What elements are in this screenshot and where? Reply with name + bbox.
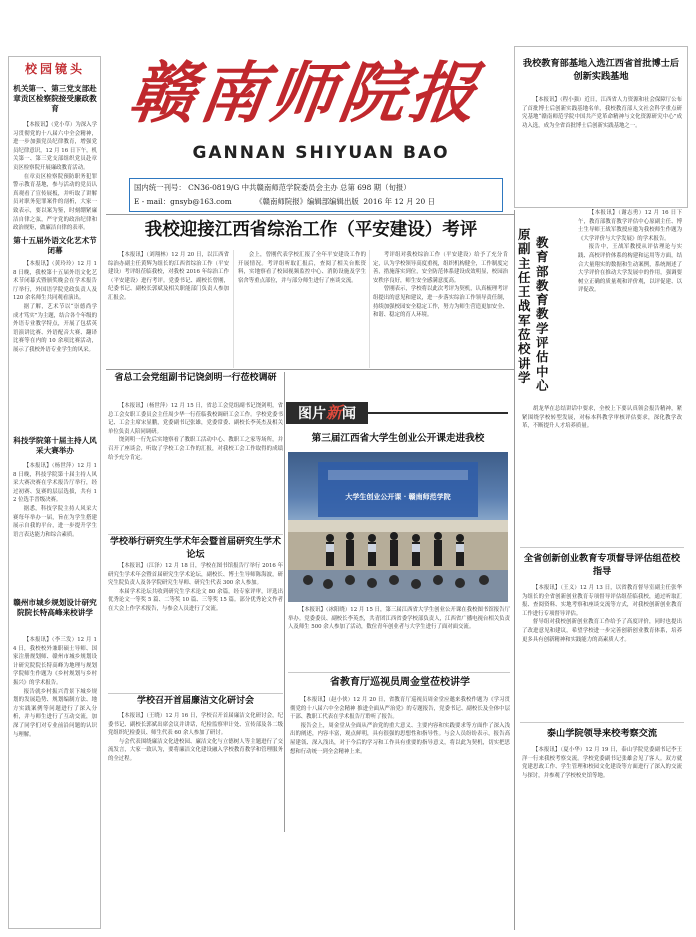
right-box-body [522,96,682,192]
mid-article-3-text: 与会代表围绕廉洁文化进校园、廉洁文化与立德树人等主题进行了交流发言，大家一致认为，要将廉洁文化建设融入学校教育教学和管理服务的全过程。 [108,738,283,762]
left-article-2-body [13,260,97,430]
right-article-2-text: 督导组对我校创新创业教育工作给予了高度评价，同时也提出了改进意见和建议，希望学校进一步完善创新创业教育体系，培养更多具有创新精神和实践能力的高素质人才。 [522,619,682,643]
lead-divider-2 [369,250,370,368]
photo-banner-text: 大学生创业公开课 · 赣南师范学院 [345,492,451,501]
bottom-article-para-1: 【本报讯】（赵小侠）12 月 20 日，省教育厅巡视员周金堂应邀来我校作题为《学习贯彻党的十八届六中全会精神 推进全面从严治党》的专题报告，党委书记、副校长及全体中层干部、教职工代表在学术报告厅聆听了报告。 [290,697,510,721]
left-article-1-body [13,121,97,239]
lead-article-body-col-3 [373,251,508,368]
mid-article-2-text: 本届学术论坛共收到研究生学术论文 80 余篇，经专家评审，评选出优秀论文一等奖 5 篇、二等奖 10 篇、三等奖 15 篇。部分优秀论文作者在大会上作学术报告，与参会人员进行了交流。 [108,588,283,612]
lead-article-para-2: 会上，曾刚代表学校汇报了全年平安建设工作的开展情况。考评组听取汇报后，查阅了相关台账资料，实地察看了校园视频监控中心、消防设施及学生宿舍等重点部位，并与部分师生进行了座谈交流。 [238,252,366,284]
photo-news-rule [368,412,508,414]
left-article-4-lead: 【本报讯】（李三发）12 月 14 日，我校校外兼职硕士导师、国家注册规划师、赣州市城乡规划设计研究院院长特高峰为地理与规划学院师生作题为《乡村规划与乡村振兴》的学术报告。 [13,637,97,686]
bottom-article-body [290,696,510,886]
right-box-text: 【本报讯】（程小强）近日，江西省人力资源和社会保障厅公布了首批博士后创新实践基地名单，我校教育部人文社会科学重点研究基地“赣南师范学院中国共产党革命精神与文化资源研究中心”成功入选，成为全省首批博士后创新实践基地之一。 [522,97,682,129]
mid-article-2-title: 学校举行研究生学术年会暨首届研究生学术论坛 [109,537,281,560]
right-vertical-para-2: 报告中，王战军教授从评估理论与实践、高校评价体系的构建和运用等方面，结合大量翔实的数据和生动案例，系统阐述了大学评价在推动大学发展中的作用，强调要树立正确的质量观和评价观，以评促建、以评促改。 [578,244,682,294]
masthead-title: 赣南师院报 [124,54,486,132]
mid-article-1-lead: 【本报讯】（杨世萍）12 月 15 日，省总工会党组副书记饶剑明，省总工会女职工委员会主任周少华一行莅临我校调研工会工作。学校党委书记、工会主席宋显鹏，党委副书记张雄，党委常委、副校长李英杰及相关单位负责人陪同调研。 [108,403,283,435]
mid-article-1-text: 饶剑明一行先后实地察看了教职工活动中心、教职工之家等场所，并召开了座谈会，听取了学校工会工作的汇报，对我校工会工作取得的成绩给予充分肯定。 [108,437,283,461]
right-vertical-title-2: 教育部教育教学评估中心 [536,235,549,393]
left-article-1-text: 在章贡区检察院预防职务犯罪警示教育基地，参与活动的党员认真观看了宣传展板，并听取了讲解员对职务犯罪案件的剖析，大家一致表示，要以案为鉴，时刻绷紧廉洁自律之弦，严守党的政治纪律和政治规矩，做廉洁自律的表率。 [13,173,97,232]
bottom-article-title: 省教育厅巡视员周金堂莅校讲学 [330,677,470,688]
mid-article-3-body [108,712,283,822]
masthead-logo [124,48,502,138]
photo-news-image [288,452,508,602]
mid-sep-1 [108,534,283,535]
mid-article-3-lead: 【本报讯】（王晓）12 月 16 日，学校召开首届廉洁文化研讨会，纪委书记、副校长郭斌出席会议并讲话，纪检监察审计处、宣传部及各二级党组织纪检委员、师生代表 60 余人参加了研讨。 [108,713,283,737]
right-article-3-body [522,746,682,842]
left-article-1-title: 机关第一、第三党支部赴章贡区检察院接受廉政教育 [13,84,97,113]
masthead-pinyin: GANNAN SHIYUAN BAO [192,143,450,163]
lead-article-body-col-2 [238,251,366,368]
lead-divider-1 [233,250,234,368]
photo-news-caption-text: 【本报讯】（冰阳晓）12 月 15 日，第三届江西省大学生创业公开课在我校图书馆报告厅举办。党委委员、副校长李英杰，共青团江西省委学校部负责人，江西省广播电视台相关负责人及师生 500 余人参加了活动，数位青年创业者与大学生进行了面对面交流。 [288,607,510,631]
right-vertical-para-3: 胡龙华在总结讲话中要求，全校上下要认真领会报告精神，紧紧围绕学校转型发展，对标本科教学审核评估要求，深化教学改革，不断提升人才培养质量。 [522,406,682,430]
right-article-2-lead: 【本报讯】（王义）12 月 13 日，以省教育督导室副主任张华为组长的全省创新创业教育专项督导评估组莅临我校，通过听取汇报、查阅资料、实地考察和座谈交流等方式，对我校创新创业教育工作进行专项督导评估。 [522,585,682,617]
left-article-4-text: 报告就乡村振兴背景下城乡规划的发展趋势、规划编制方法、地方实践案例等问题进行了深入分析，并与师生进行了互动交流，加深了同学们对专业前沿问题的认识与理解。 [13,688,97,738]
left-article-3-title: 科技学院第十届主持人风采大赛举办 [13,436,97,455]
left-article-2-text: 据了解，艺术节以“崇德尚学 成才笃实”为主题，结合各个年级的外语专业教学特点，开展了包括英语演讲比赛、外语配音大赛、翻译比赛等在内的 10 余项比赛活动，展示了我校外语专业学生的风采。 [13,303,97,353]
right-sep-1 [520,547,684,548]
left-article-1-lead: 【本报讯】（党小草）为深入学习贯彻党的十八届六中全会精神，进一步加强党员纪律教育，增强党员纪律意识，12 月 16 日下午，机关第一、第三党支部组织党员赴章贡区检察院开展廉政教育活动。 [13,122,97,171]
mid-article-1-body [108,402,283,534]
mid-divider [284,372,285,832]
mid-article-2-lead: 【本报讯】（江泽）12 月 18 日，学校在图书馆报告厅举行 2016 年研究生学术年会暨首届研究生学术论坛，副校长、博士生导师陈海波，研究生院负责人及各学院研究生导师、研究生代表 300 余人参加。 [108,563,283,587]
left-article-2-lead: 【本报讯】（黄玲玲）12 月 18 日晚，我校第十五届外语文化艺术节闭幕式暨颁奖晚会在学术报告厅举行，外国语学院党政负责人及 120 余名师生共同观看演出。 [13,261,97,302]
mid-article-1-title: 省总工会党组副书记饶剑明一行莅校调研 [114,373,277,383]
left-article-3-body [13,462,97,592]
photo-news-caption [288,606,510,666]
right-vertical-body-2 [522,405,682,527]
lead-top-rule [106,214,514,215]
mid-article-3-title: 学校召开首届廉洁文化研讨会 [136,696,254,706]
lead-article-para-3: 考评组对我校综治工作（平安建设）给予了充分肯定，认为学校领导高度重视，组织机构健全，工作制度完善，措施落实到位，安全防范体系建设成效明显，校园治安秩序良好，师生安全感满意度高。 [373,252,508,284]
bottom-article-para-2: 报告会上，周金堂从全面从严治党的重大意义、主要内容和实践要求等方面作了深入浅出的阐述，内容丰富，观点鲜明，具有很强的思想性和指导性。与会人员纷纷表示，报告高屋建瓴、深入浅出，对于今后的学习和工作具有重要的指导意义，将以此为契机，切实把思想和行动统一到全会精神上来。 [290,722,510,755]
right-vertical-title-1: 原副主任王战军莅校讲学 [518,227,531,385]
right-vertical-body-1 [578,209,682,406]
photo-news-header-word-2: 新 [325,403,342,422]
photo-news-svg [288,452,508,602]
lead-bottom-rule [106,369,514,370]
photo-bottom-sep [288,672,510,673]
left-article-4-body [13,636,97,924]
photo-news-header [286,402,368,424]
lead-article-para-4: 曾刚表示，学校将以此次考评为契机，认真梳理考评组提出的意见和建议，进一步落实综治工作领导责任制，持续加强校园安全稳定工作，努力为师生营造更加安全、和谐、稳定的育人环境。 [373,286,508,319]
right-box-title: 我校教育部基地入选江西省首批博士后创新实践基地 [522,58,680,82]
right-article-3-text: 【本报讯】（夏小华）12 月 19 日，泰山学院党委副书记李王洋一行来我校考察交流。学校党委副书记张雄会见了客人。双方就党建思政工作、学生管理和校园文化建设等方面进行了深入的交流与探讨，并参观了学校校史馆等地。 [522,747,682,779]
lead-article-para-1: 【本报讯】（刘翔林）12 月 20 日，以江西省综治办副主任黄辉为组长的江西省综治工作（平安建设）考评组莅临我校，对我校 2016 年综治工作（平安建设）进行考评。党委书记、副校长曾刚，纪委书记、副校长郭斌及相关职能部门负责人参加汇报会。 [108,252,229,301]
left-article-2-title: 第十五届外语文化艺术节闭幕 [13,236,97,255]
photo-news-header-word-1: 图片 [297,406,326,422]
lead-article-body-col-1 [108,251,229,368]
right-sep-2 [520,722,684,723]
right-article-2-body [522,584,682,718]
photo-news-title: 第三届江西省大学生创业公开课走进我校 [311,433,485,444]
lead-article-title: 我校迎接江西省综治工作（平安建设）考评 [144,220,478,240]
right-article-2-title: 全省创新创业教育专项督导评估组莅校指导 [523,553,681,577]
left-article-3-text: 据悉，科技学院主持人风采大赛每年举办一届，旨在为学生搭建展示自我的平台，进一步提升学生语言表达能力和综合素质。 [13,505,97,538]
left-article-3-lead: 【本报讯】（杨世萍）12 月 18 日晚，科技学院第十届主持人风采大赛决赛在学术报告厅举行，经过初赛、复赛的层层选拔，共有 12 位选手晋级决赛。 [13,463,97,504]
mid-article-2-body [108,562,283,692]
masthead-info-line-1: 国内统一刊号： CN36-0819/G 中共赣南师范学院委员会主办 总第 698 期（旬报） [134,183,411,192]
right-vertical-para-1: 【本报讯】（谢志勇）12 月 16 日下午，教育部教育教学评估中心原副主任、博士生导师王战军教授应邀为我校师生作题为《大学评价与大学发展》的学术报告。 [578,210,682,242]
photo-news-header-word-3: 闻 [342,406,356,422]
campus-lens-header: 校园镜头 [24,62,85,76]
right-article-3-title: 泰山学院领导来校考察交流 [546,728,658,739]
mid-sep-2 [108,693,283,694]
left-article-4-title: 赣州市城乡规划设计研究院院长特高峰来校讲学 [13,598,97,617]
right-divider [514,210,515,930]
masthead-info-line-2: E - mail：gnsyb@163.com 《赣南师院报》编辑部编辑出版 2016 年 12 月 20 日 [134,197,435,206]
